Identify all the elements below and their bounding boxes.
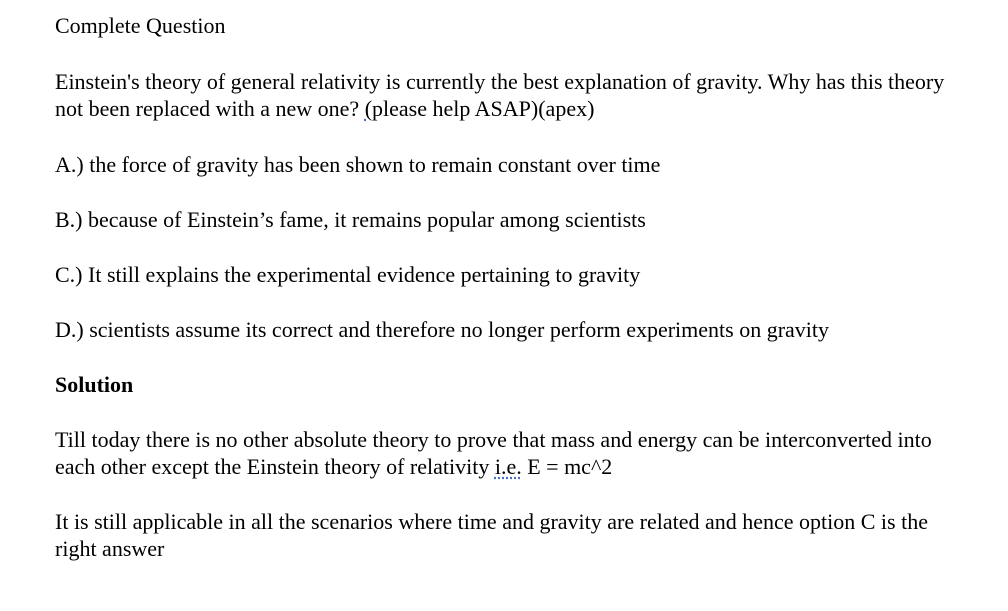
solution-text-main: Till today there is no other absolute theory to prove that mass and energy can be interconverted into each other except the Einstein theory of relativity bbox=[55, 427, 932, 479]
option-b: B.) because of Einstein’s fame, it remains popular among scientists bbox=[55, 207, 646, 232]
grammar-mark: i.e. bbox=[494, 454, 522, 479]
question-text-end: please help ASAP)(apex) bbox=[372, 96, 595, 121]
option-d: D.) scientists assume its correct and therefore no longer perform experiments on gravity bbox=[55, 317, 830, 342]
document-body bbox=[55, 12, 965, 562]
question-text-main: Einstein's theory of general relativity is currently the best explanation of gravity. Why has this theory not been replaced with a new one? bbox=[55, 69, 945, 121]
solution-paragraph-1 bbox=[55, 426, 965, 480]
spellcheck-mark: ( bbox=[364, 96, 373, 121]
solution-paragraph-2: It is still applicable in all the scenarios where time and gravity are related and hence option C is the right answer bbox=[55, 509, 928, 561]
solution-heading: Solution bbox=[55, 372, 134, 397]
option-c: C.) It still explains the experimental evidence pertaining to gravity bbox=[55, 262, 641, 287]
option-a: A.) the force of gravity has been shown to remain constant over time bbox=[55, 152, 661, 177]
question-heading: Complete Question bbox=[55, 13, 226, 38]
solution-formula: E = mc^2 bbox=[521, 454, 613, 479]
question-text bbox=[55, 68, 965, 122]
